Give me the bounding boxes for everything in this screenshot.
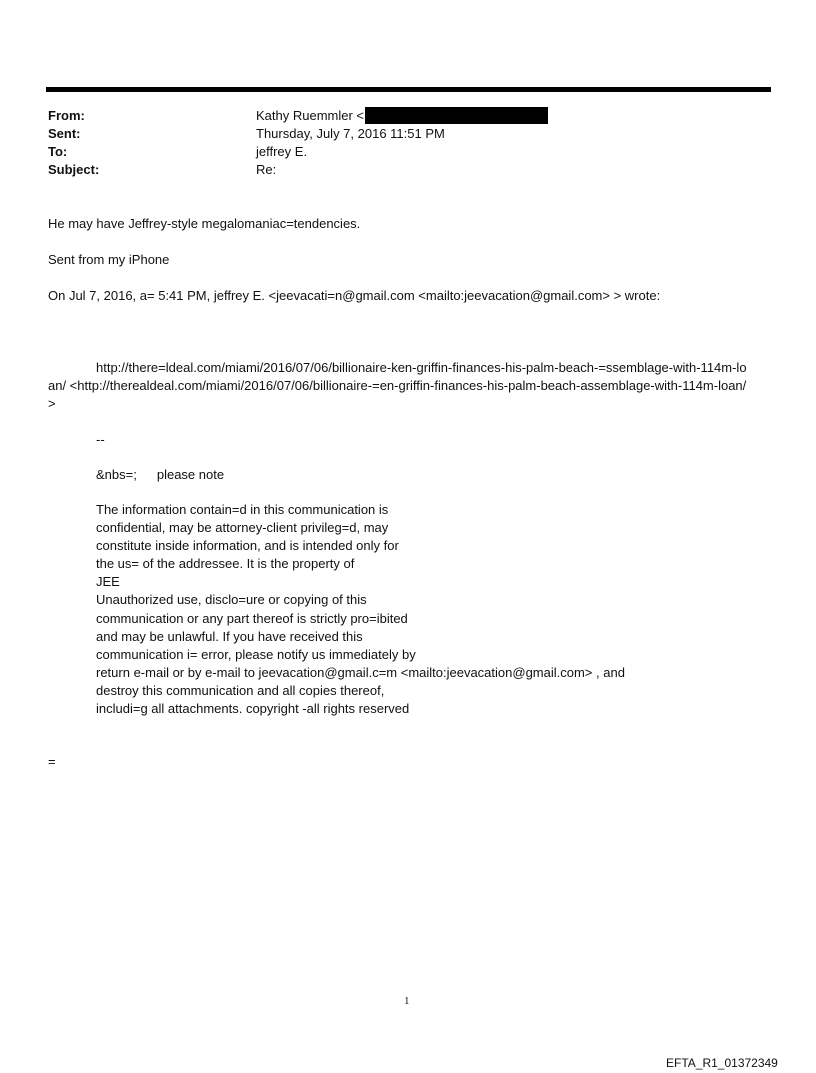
disclaimer-line: includi=g all attachments. copyright -all rights reserved [96,701,410,717]
from-value [256,107,548,125]
sent-value: Thursday, July 7, 2016 11:51 PM [256,126,445,141]
disclaimer-line: Unauthorized use, disclo=ure or copying of this [96,592,367,608]
subject-label: Subject: [48,162,100,177]
nbsp-text: &nbs=; [96,467,137,482]
subject-value: Re: [256,162,277,177]
trailing-equals: = [48,754,56,769]
page-number: 1 [404,995,410,1007]
from-name: Kathy Ruemmler < [256,108,365,123]
please-note-text: please note [156,467,225,482]
signature-dashes: -- [96,432,105,447]
quoted-url: http://there=ldeal.com/miami/2016/07/06/billionaire-ken-griffin-finances-his-palm-beach-=ssemblage-with-114m-loan/ <http://therealdeal.com/miami/2016/07/06/billionaire-=en-griffin-finances-his-palm-beach-assemblage-with-114m-loan/> [48,360,747,411]
disclaimer-line: constitute inside information, and is intended only for [96,538,399,554]
disclaimer-line: communication or any part thereof is strictly pro=ibited [96,610,408,626]
header-rule [46,87,771,92]
disclaimer-line: The information contain=d in this communication is [96,502,389,517]
from-label: From: [48,108,85,123]
disclaimer-line: destroy this communication and all copies thereof, [96,682,385,698]
redaction-box [365,107,548,124]
email-header [48,107,748,179]
disclaimer-line: JEE [96,574,120,590]
from-row [48,107,748,125]
disclaimer-line: the us= of the addressee. It is the property of [96,556,355,572]
disclaimer-line: confidential, may be attorney-client privileg=d, may [96,520,389,536]
confidentiality-disclaimer [96,501,625,718]
please-note-line [96,466,224,484]
body-line-quote-intro: On Jul 7, 2016, a= 5:41 PM, jeffrey E. <jeevacati=n@gmail.com <mailto:jeevacation@gmail.com> > wrote: [48,288,661,303]
to-row [48,143,748,161]
disclaimer-line: return e-mail or by e-mail to jeevacation@gmail.c=m <mailto:jeevacation@gmail.com> , and [96,664,625,680]
document-id: EFTA_R1_01372349 [666,1056,778,1070]
to-label: To: [48,144,68,159]
body-line-reply: He may have Jeffrey-style megalomaniac=tendencies. [48,216,361,231]
to-value: jeffrey E. [256,144,308,159]
disclaimer-line: and may be unlawful. If you have received this [96,628,363,644]
subject-row [48,161,748,179]
body-line-signature: Sent from my iPhone [48,252,170,267]
disclaimer-line: communication i= error, please notify us immediately by [96,646,416,662]
sent-label: Sent: [48,126,81,141]
sent-row [48,125,748,143]
